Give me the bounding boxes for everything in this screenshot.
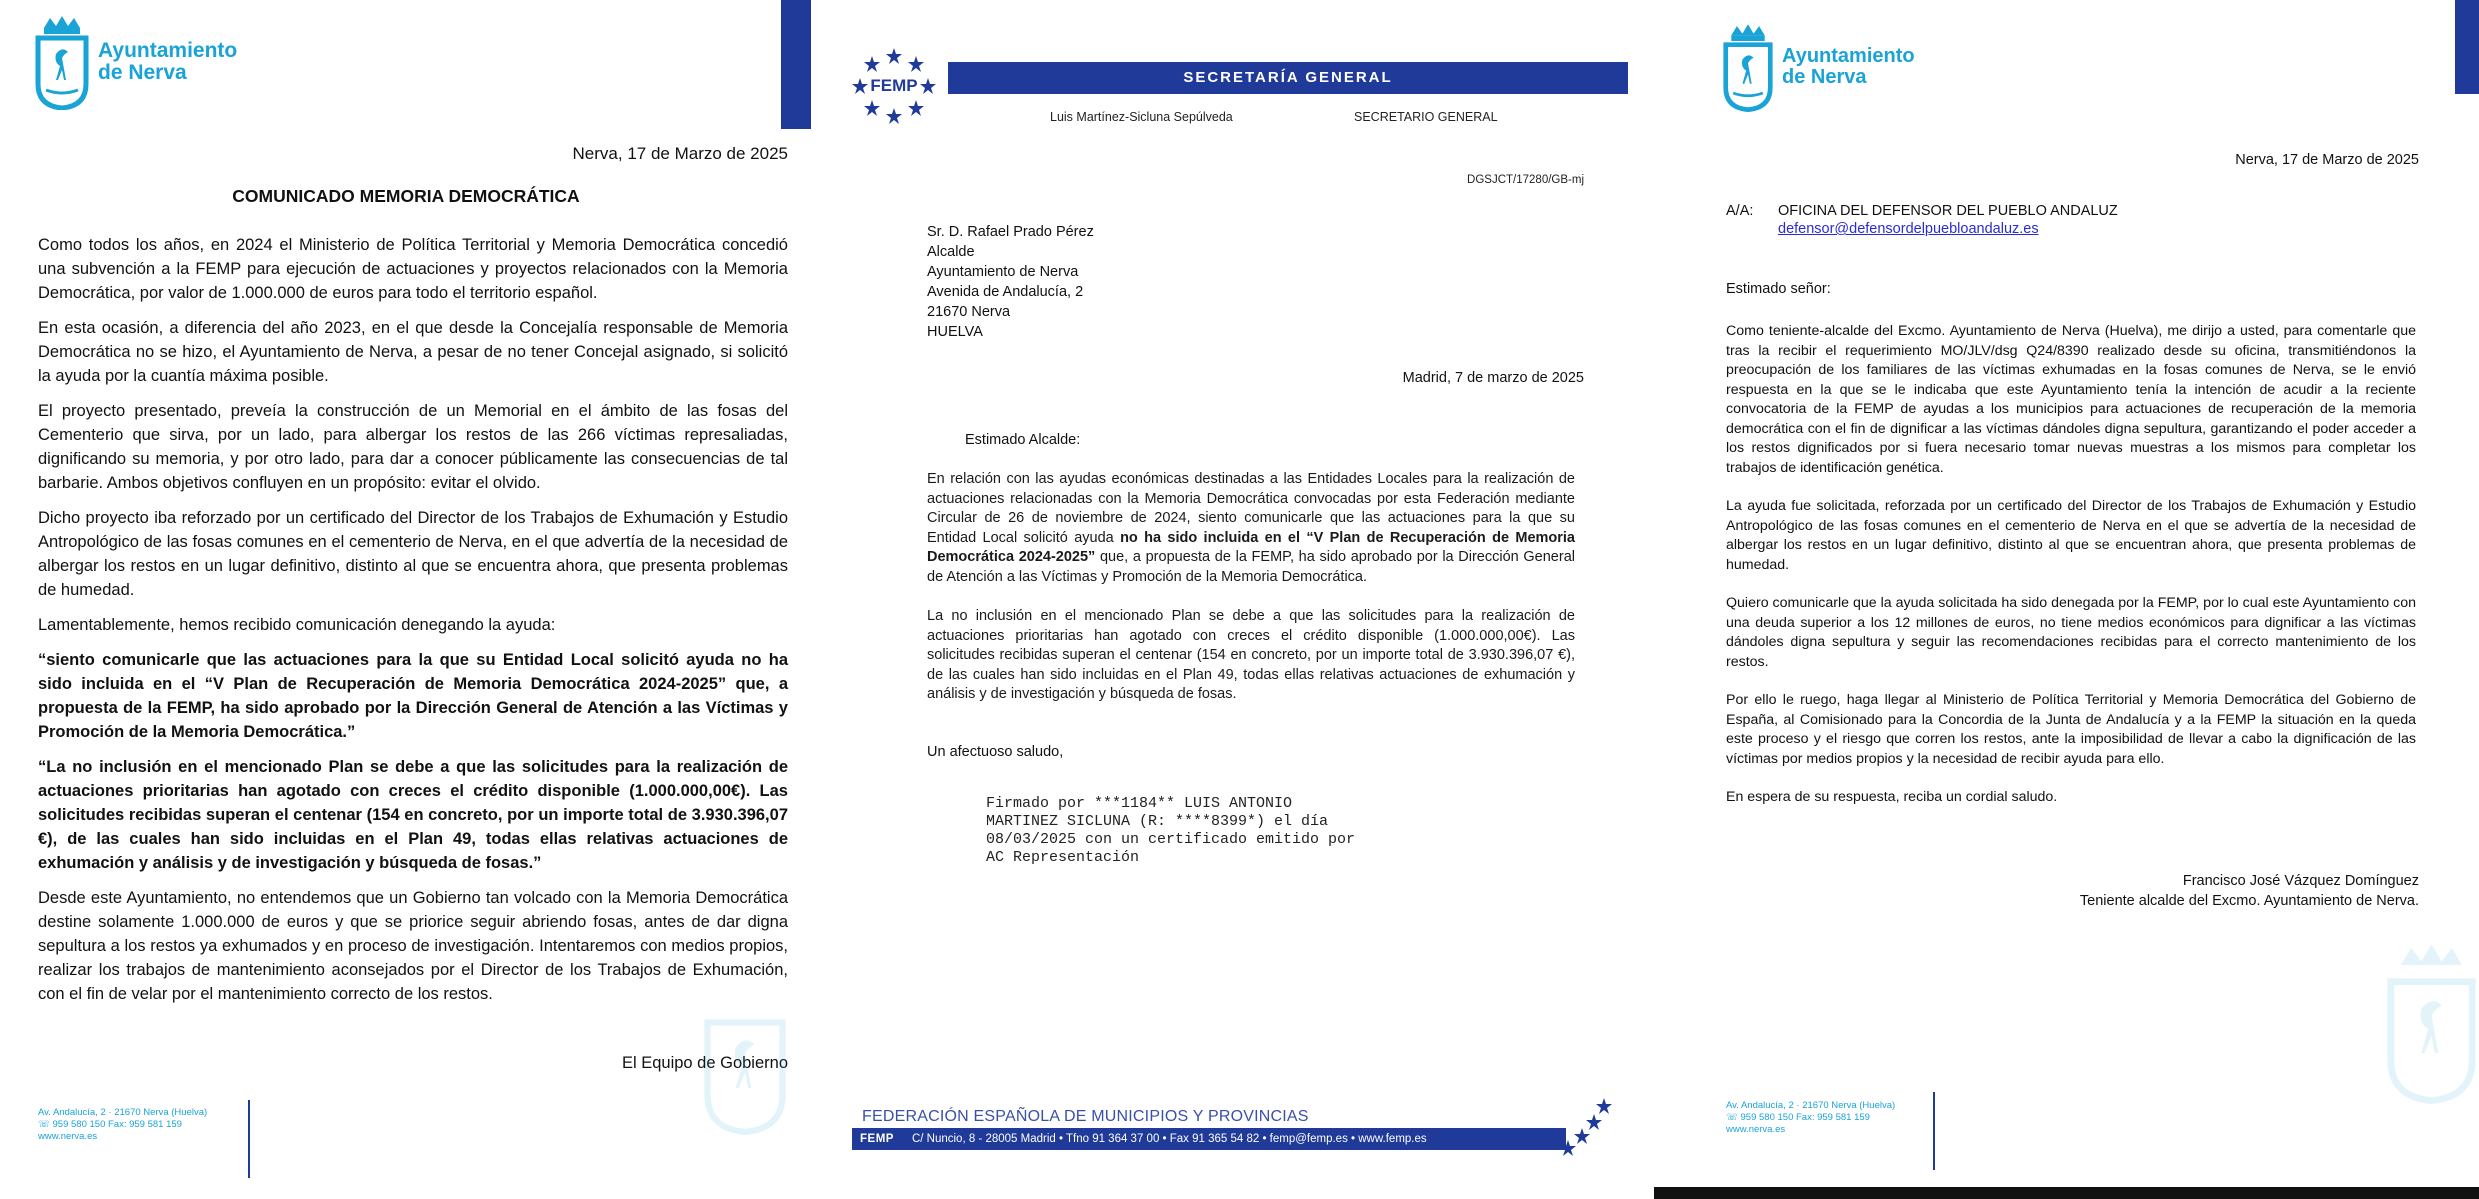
quote-paragraph: “La no inclusión en el mencionado Plan se debe a que las solicitudes para la realización de actuaciones prioritarias han agotado con creces el crédito disponible (1.000.000,00€). Las solicitudes recibidas superan el centenar (154 en concreto, por un importe total de 3.930.396,07 €), de las cuales han sido incluidas en el Plan 49, todas ellas relativas actuaciones de exhumación y análisis y de investigación y búsqueda de fosas.”	[38, 758, 788, 872]
signature-block	[2080, 871, 2419, 911]
comunicado-page	[0, 0, 812, 1199]
crest-watermark-icon	[2384, 940, 2479, 1105]
address-line: Sr. D. Rafael Prado Pérez	[927, 224, 1094, 240]
femp-stars-icon	[852, 44, 936, 128]
date-line: Madrid, 7 de marzo de 2025	[1402, 370, 1584, 386]
paragraph-bold-text: no ha sido incluida en el “V Plan de Recuperación de Memoria Democrática 2024-2025”	[927, 529, 1575, 565]
logo-line1: Ayuntamiento	[98, 38, 238, 62]
paragraph: El proyecto presentado, preveía la construcción de un Memorial en el ámbito de las fosas del Cementerio que sirva, por un lado, para albergar los restos de las 266 víctimas represaliadas, dignificando su memoria, y por otro lado, para dar a conocer públicamente las consecuencias de tal barbarie. Ambos objetivos confluyen en un propósito: evitar el olvido.	[38, 402, 788, 492]
address-line: Ayuntamiento de Nerva	[927, 264, 1079, 280]
footer-address: Av. Andalucía, 2 · 21670 Nerva (Huelva)	[38, 1107, 208, 1118]
footer-divider	[248, 1100, 250, 1178]
nerva-crest-icon	[34, 14, 90, 110]
nerva-crest-icon	[1722, 22, 1774, 112]
nerva-logo	[1722, 22, 1915, 112]
closing: Un afectuoso saludo,	[927, 744, 1064, 760]
paragraph: Quiero comunicarle que la ayuda solicitada ha sido denegada por la FEMP, por lo cual este Ayuntamiento con una deuda superior a los 12 millones de euros, no tiene medios económicos para dignificar a las víctimas dándoles digna sepultura y seguir las recomendaciones recibidas para el correcto mantenimiento de los restos.	[1726, 595, 2416, 670]
nerva-logo	[34, 14, 237, 110]
logo-line2: de Nerva	[98, 61, 187, 84]
reference-code: DGSJCT/17280/GB-mj	[1467, 174, 1584, 186]
paragraph-text: En relación con las ayudas económicas destinadas a las Entidades Locales para la realización de actuaciones relacionadas con la Memoria Democrática convocadas por esta Federación mediante Circular de 26 de noviembre de 2024, siento comunicarle que las actuaciones para la que su Entidad Local solicitó ayuda	[927, 471, 1575, 546]
greeting: Estimado señor:	[1726, 281, 1831, 297]
quote-paragraph: “siento comunicarle que las actuaciones para la que su Entidad Local solicitó ayuda no ha sido incluida en el “V Plan de Recuperación de Memoria Democrática 2024-2025” que, a propuesta de la FEMP, ha sido aprobado por la Dirección General de Atención a las Víctimas y Promoción de la Memoria Democrática.”	[38, 651, 788, 741]
paragraph: La ayuda fue solicitada, reforzada por un certificado del Director de los Trabajos de Exhumación y Estudio Antropológico de las fosas comunes en el cementerio de Nerva en el que se advertía de la necesidad de albergar los restos en un lugar definitivo, distinto al que se encuentran ahora, que presenta problemas de humedad.	[1726, 498, 2416, 573]
footer-web[interactable]: www.nerva.es	[38, 1131, 98, 1142]
letter-body	[1726, 322, 2416, 827]
address-line: 21670 Nerva	[927, 304, 1011, 320]
address-line: Avenida de Andalucía, 2	[927, 284, 1084, 300]
date-line: Nerva, 17 de Marzo de 2025	[572, 144, 788, 163]
paragraph: La no inclusión en el mencionado Plan se debe a que las solicitudes para la realización de actuaciones prioritarias han agotado con creces el crédito disponible (1.000.000,00€). Las solicitudes recibidas superan el centenar (154 en concreto, por un importe total de 3.930.396,07 €), de las cuales han sido incluidas en el Plan 49, todas ellas relativas actuaciones de exhumación y análisis y de investigación y búsqueda de fosas.	[927, 608, 1575, 702]
paragraph	[927, 470, 1575, 587]
footer-web[interactable]: www.nerva.es	[1726, 1124, 1786, 1135]
paragraph: Desde este Ayuntamiento, no entendemos que un Gobierno tan volcado con la Memoria Democrática destine solamente 1.000.000 de euros y que se priorice seguir abriendo fosas, antes de dar digna sepultura a los restos ya exhumados y en proceso de investigación. Intentaremos con medios propios, realizar los trabajos de mantenimiento aconsejados por el Director de los Trabajos de Exhumación, con el fin de velar por el mantenimiento correcto de los restos.	[38, 889, 788, 1003]
paragraph: En espera de su respuesta, reciba un cordial saludo.	[1726, 789, 2058, 805]
address-line: HUELVA	[927, 324, 983, 340]
crest-watermark-icon	[700, 985, 790, 1135]
signer-role: Teniente alcalde del Excmo. Ayuntamiento de Nerva.	[2079, 893, 2419, 909]
document-title: COMUNICADO MEMORIA DEMOCRÁTICA	[232, 186, 580, 206]
date-line: Nerva, 17 de Marzo de 2025	[2235, 152, 2419, 168]
paragraph: Como todos los años, en 2024 el Ministerio de Política Territorial y Memoria Democrática concedió una subvención a la FEMP para ejecución de actuaciones y proyectos relacionados con la Memoria Democrática, por valor de 1.000.000 de euros para todo el territorio español.	[38, 236, 788, 302]
footer-address: Av. Andalucía, 2 · 21670 Nerva (Huelva)	[1726, 1100, 1896, 1111]
address-line: Alcalde	[927, 244, 975, 260]
attention-recipient: OFICINA DEL DEFENSOR DEL PUEBLO ANDALUZ	[1778, 203, 2118, 219]
footer-phone: ☏ 959 580 150 Fax: 959 581 159	[1726, 1112, 1870, 1123]
femp-logo-label: FEMP	[870, 76, 918, 95]
paragraph: Como teniente-alcalde del Excmo. Ayuntamiento de Nerva (Huelva), me dirijo a usted, para comentarle que tras la recibir el requerimiento MO/JLV/dsg Q24/8390 realizado desde su oficina, transmitiéndonos la preocupación de los familiares de las víctimas exhumadas en la fosas comunes de Nerva, se le envió respuesta en la que se le indicaba que este Ayuntamiento tenía la intención de acudir a la reciente convocatoria de la FEMP de ayudas a los municipios para actuaciones de recuperación de la memoria democrática con el fin de dignificar a las víctimas dándoles digna sepultura, garantizando el poder acceder a los restos dignificados por si fuera necesario tomar nuevas muestras a los mismos para completar los trabajos de identificación genética.	[1726, 323, 2416, 476]
federation-name: FEDERACIÓN ESPAÑOLA DE MUNICIPIOS Y PROVINCIAS	[862, 1108, 1309, 1125]
recipient-email-link[interactable]: defensor@defensordelpuebloandaluz.es	[1778, 221, 2039, 237]
femp-footer-bar	[852, 1128, 1566, 1150]
secretaria-banner: SECRETARÍA GENERAL	[948, 62, 1628, 94]
secretary-name: Luis Martínez-Sicluna Sepúlveda	[1050, 110, 1233, 124]
header-bar	[781, 0, 811, 129]
page-footer	[1726, 1100, 1895, 1136]
document-body	[38, 233, 788, 1017]
page-footer	[38, 1107, 207, 1143]
footer-phone: ☏ 959 580 150 Fax: 959 581 159	[38, 1119, 182, 1130]
paragraph: Dicho proyecto iba reforzado por un certificado del Director de los Trabajos de Exhumación y Estudio Antropológico de las fosas comunes en el cementerio de Nerva, en el que advertía de la necesidad de albergar los restos en un lugar definitivo, distinto al que se encuentra ahora, que presenta problemas de humedad.	[38, 509, 788, 599]
signature: El Equipo de Gobierno	[621, 1054, 788, 1072]
paragraph: En esta ocasión, a diferencia del año 2023, en el que desde la Concejalía responsable de Memoria Democrática no se hizo, el Ayuntamiento de Nerva, a pesar de no tener Concejal asignado, si solicitó la ayuda por la cuantía máxima posible.	[38, 319, 788, 385]
paragraph: Por ello le ruego, haga llegar al Ministerio de Política Territorial y Memoria Democrática del Gobierno de España, al Comisionado para la Concordia de la Junta de Andalucía y a la FEMP la situación en la queda este proceso y el riesgo que corren los restos, ante la imposibilidad de llevar a cabo la dignificación de las víctimas por medios propios y la necesidad de recibir ayuda para ello.	[1726, 692, 2416, 767]
header-bar	[2455, 0, 2479, 94]
recipient-address	[927, 222, 1094, 342]
scan-bottom-strip	[1654, 1187, 2479, 1199]
footer-tag: FEMP	[860, 1133, 894, 1145]
footer-divider	[1933, 1092, 1935, 1170]
paragraph: Lamentablemente, hemos recibido comunicación denegando la ayuda:	[38, 616, 556, 634]
attention-block	[1726, 202, 2118, 238]
letter-body	[927, 470, 1575, 725]
digital-signature: Firmado por ***1184** LUIS ANTONIO MARTINEZ SICLUNA (R: ****8399*) el día 08/03/2025 con un certificado emitido por AC Representación	[986, 795, 1356, 866]
logo-line1: Ayuntamiento	[1782, 45, 1915, 67]
greeting: Estimado Alcalde:	[965, 432, 1081, 448]
paragraph-text: que, a propuesta de la FEMP, ha sido aprobado por la Dirección General de Atención a las Víctimas y Promoción de la Memoria Democrática.	[927, 549, 1575, 585]
attention-label: A/A:	[1726, 203, 1754, 219]
footer-contact: C/ Nuncio, 8 - 28005 Madrid • Tfno 91 364 37 00 • Fax 91 365 54 82 • femp@femp.es • www.femp.es	[911, 1133, 1427, 1145]
secretary-role: SECRETARIO GENERAL	[1354, 110, 1498, 124]
femp-letter-page	[840, 0, 1630, 1199]
signer-name: Francisco José Vázquez Domínguez	[2182, 873, 2419, 889]
logo-line2: de Nerva	[1782, 66, 1867, 88]
defensor-letter-page	[1654, 0, 2479, 1199]
stars-icon	[1560, 1096, 1620, 1156]
